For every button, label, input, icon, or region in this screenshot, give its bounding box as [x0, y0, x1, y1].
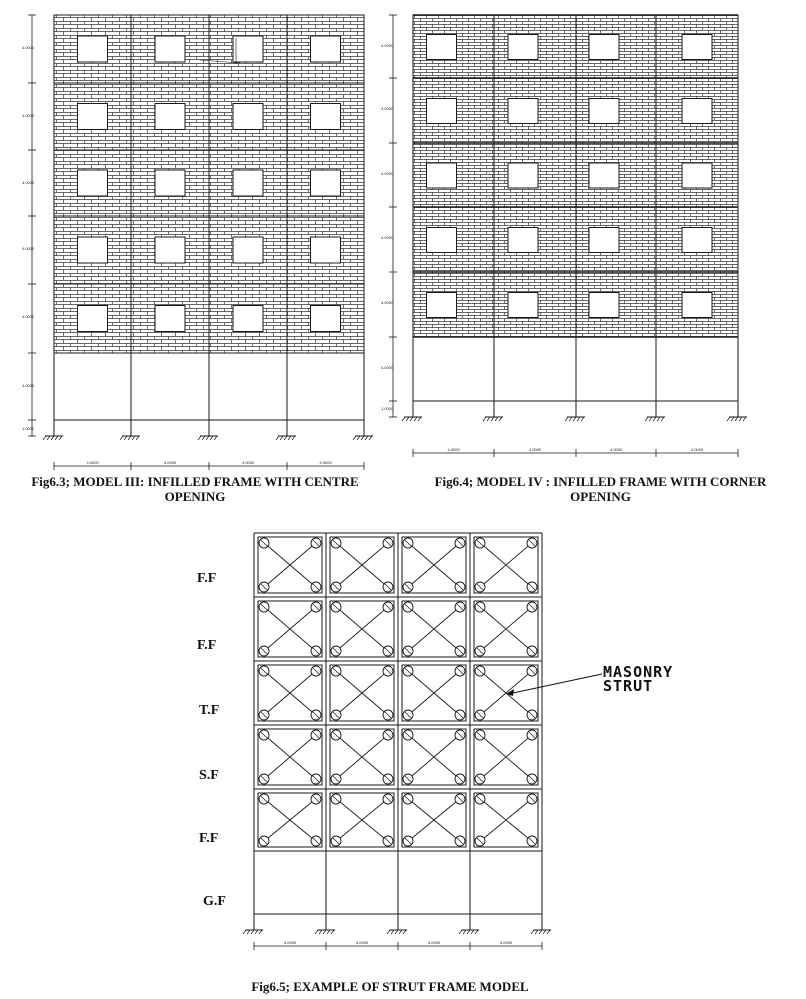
support-hatch [369, 436, 372, 440]
window-opening [78, 36, 108, 62]
dimension-label: 4.0000 [22, 314, 35, 319]
window-opening [589, 99, 619, 124]
support-hatch [43, 436, 46, 440]
support-hatch [657, 417, 660, 421]
fig64-caption-line2: OPENING [570, 489, 631, 504]
support-hatch [323, 930, 326, 934]
fig65-strut-frame [243, 533, 551, 950]
fig63-frame [22, 15, 373, 470]
window-opening [78, 170, 108, 196]
dimension-label: 4.0000 [381, 43, 394, 48]
dimension-label: 4.0000 [381, 235, 394, 240]
dimension-label: 4.0000 [22, 383, 35, 388]
fig64-frame [381, 15, 747, 457]
masonry-strut-label: STRUT [603, 677, 654, 695]
support-hatch [573, 417, 576, 421]
support-hatch [727, 417, 730, 421]
support-hatch [543, 930, 546, 934]
fixed-support-icon [645, 417, 665, 421]
support-hatch [365, 436, 368, 440]
support-hatch [653, 417, 656, 421]
fig65-caption: Fig6.5; EXAMPLE OF STRUT FRAME MODEL [251, 979, 529, 994]
window-opening [155, 36, 185, 62]
floor-label: F.F [197, 571, 217, 586]
fig64-caption-line1: Fig6.4; MODEL IV : INFILLED FRAME WITH CORNER [434, 474, 767, 489]
dimension-label: 4.0000 [500, 940, 513, 945]
support-hatch [319, 930, 322, 934]
dimension-label: 4.0000 [529, 447, 542, 452]
fixed-support-icon [276, 436, 296, 440]
window-opening [78, 306, 108, 332]
support-hatch [475, 930, 478, 934]
window-opening [682, 228, 712, 253]
support-hatch [491, 417, 494, 421]
window-opening [427, 228, 457, 253]
support-hatch [243, 930, 246, 934]
window-opening [589, 163, 619, 188]
support-hatch [51, 436, 54, 440]
dimension-label: 4.0000 [691, 447, 704, 452]
dimension-label: 4.0000 [610, 447, 623, 452]
window-opening [427, 99, 457, 124]
window-opening [508, 35, 538, 60]
window-opening [589, 35, 619, 60]
fig63-caption-line1: Fig6.3; MODEL III: INFILLED FRAME WITH CENTRE [31, 474, 359, 489]
support-hatch [259, 930, 262, 934]
support-hatch [539, 930, 542, 934]
support-hatch [247, 930, 250, 934]
window-opening [155, 104, 185, 130]
dimension-label: 4.0000 [22, 180, 35, 185]
support-hatch [581, 417, 584, 421]
support-hatch [395, 930, 398, 934]
fixed-support-icon [483, 417, 503, 421]
support-hatch [255, 930, 258, 934]
dimension-label: 4.0000 [381, 171, 394, 176]
floor-label: F.F [199, 831, 219, 846]
support-hatch [357, 436, 360, 440]
support-hatch [361, 436, 364, 440]
window-opening [427, 163, 457, 188]
fixed-support-icon [531, 930, 551, 934]
support-hatch [292, 436, 295, 440]
window-opening [311, 306, 341, 332]
support-hatch [399, 930, 402, 934]
dimension-label: 4.0000 [164, 460, 177, 465]
support-hatch [735, 417, 738, 421]
fixed-support-icon [120, 436, 140, 440]
window-opening [78, 104, 108, 130]
dimension-label: 4.0000 [447, 447, 460, 452]
window-opening [233, 170, 263, 196]
support-hatch [531, 930, 534, 934]
support-hatch [327, 930, 330, 934]
support-hatch [645, 417, 648, 421]
fixed-support-icon [243, 930, 263, 934]
support-hatch [276, 436, 279, 440]
support-hatch [487, 417, 490, 421]
fixed-support-icon [387, 930, 407, 934]
support-hatch [459, 930, 462, 934]
support-hatch [499, 417, 502, 421]
support-hatch [414, 417, 417, 421]
support-hatch [59, 436, 62, 440]
floor-label: T.F [199, 703, 220, 718]
dimension-label: 4.0000 [22, 113, 35, 118]
fig64-caption [408, 474, 793, 504]
support-hatch [210, 436, 213, 440]
support-hatch [463, 930, 466, 934]
window-opening [233, 36, 263, 62]
support-hatch [731, 417, 734, 421]
support-hatch [387, 930, 390, 934]
support-hatch [120, 436, 123, 440]
support-hatch [315, 930, 318, 934]
window-opening [155, 306, 185, 332]
support-hatch [331, 930, 334, 934]
support-hatch [124, 436, 127, 440]
dimension-label: 4.0000 [381, 300, 394, 305]
fixed-support-icon [315, 930, 335, 934]
window-opening [589, 293, 619, 318]
fixed-support-icon [353, 436, 373, 440]
dimension-label: 1.0000 [22, 426, 35, 431]
fixed-support-icon [43, 436, 63, 440]
support-hatch [569, 417, 572, 421]
support-hatch [471, 930, 474, 934]
fixed-support-icon [565, 417, 585, 421]
support-hatch [743, 417, 746, 421]
dimension-label: 4.0000 [428, 940, 441, 945]
dimension-label: 4.0000 [242, 460, 255, 465]
window-opening [78, 237, 108, 263]
dimension-label: 4.0000 [319, 460, 332, 465]
window-opening [682, 293, 712, 318]
support-hatch [55, 436, 58, 440]
support-hatch [198, 436, 201, 440]
dimension-label: 1.0000 [381, 406, 394, 411]
dimension-label: 4.0000 [381, 106, 394, 111]
fixed-support-icon [198, 436, 218, 440]
floor-label: S.F [199, 768, 219, 783]
window-opening [682, 99, 712, 124]
support-hatch [565, 417, 568, 421]
dimension-label: 4.0000 [86, 460, 99, 465]
support-hatch [402, 417, 405, 421]
support-hatch [406, 417, 409, 421]
window-opening [508, 293, 538, 318]
floor-label: F.F [197, 638, 217, 653]
support-hatch [495, 417, 498, 421]
support-hatch [214, 436, 217, 440]
support-hatch [739, 417, 742, 421]
fixed-support-icon [727, 417, 747, 421]
support-hatch [288, 436, 291, 440]
window-opening [233, 237, 263, 263]
support-hatch [251, 930, 254, 934]
dimension-label: 4.0000 [381, 365, 394, 370]
support-hatch [353, 436, 356, 440]
support-hatch [577, 417, 580, 421]
support-hatch [418, 417, 421, 421]
dimension-label: 4.0000 [22, 45, 35, 50]
fig63-caption-line2: OPENING [164, 489, 226, 504]
support-hatch [483, 417, 486, 421]
window-opening [682, 163, 712, 188]
support-hatch [661, 417, 664, 421]
support-hatch [467, 930, 470, 934]
support-hatch [280, 436, 283, 440]
support-hatch [391, 930, 394, 934]
support-hatch [410, 417, 413, 421]
window-opening [682, 35, 712, 60]
window-opening [233, 306, 263, 332]
window-opening [589, 228, 619, 253]
masonry-strut-label: MASONRY [603, 663, 674, 681]
window-opening [311, 170, 341, 196]
window-opening [311, 104, 341, 130]
support-hatch [649, 417, 652, 421]
window-opening [427, 293, 457, 318]
floor-label: G.F [203, 894, 226, 909]
support-hatch [547, 930, 550, 934]
support-hatch [132, 436, 135, 440]
window-opening [155, 237, 185, 263]
window-opening [508, 163, 538, 188]
window-opening [311, 36, 341, 62]
window-opening [233, 104, 263, 130]
fig63-caption [10, 474, 380, 504]
window-opening [311, 237, 341, 263]
fixed-support-icon [459, 930, 479, 934]
support-hatch [206, 436, 209, 440]
dimension-label: 4.0000 [356, 940, 369, 945]
window-opening [155, 170, 185, 196]
fixed-support-icon [402, 417, 422, 421]
dimension-label: 4.0000 [284, 940, 297, 945]
window-opening [427, 35, 457, 60]
support-hatch [136, 436, 139, 440]
window-opening [508, 228, 538, 253]
support-hatch [47, 436, 50, 440]
support-hatch [403, 930, 406, 934]
dimension-label: 4.0000 [22, 246, 35, 251]
support-hatch [128, 436, 131, 440]
window-opening [508, 99, 538, 124]
support-hatch [535, 930, 538, 934]
support-hatch [284, 436, 287, 440]
support-hatch [202, 436, 205, 440]
